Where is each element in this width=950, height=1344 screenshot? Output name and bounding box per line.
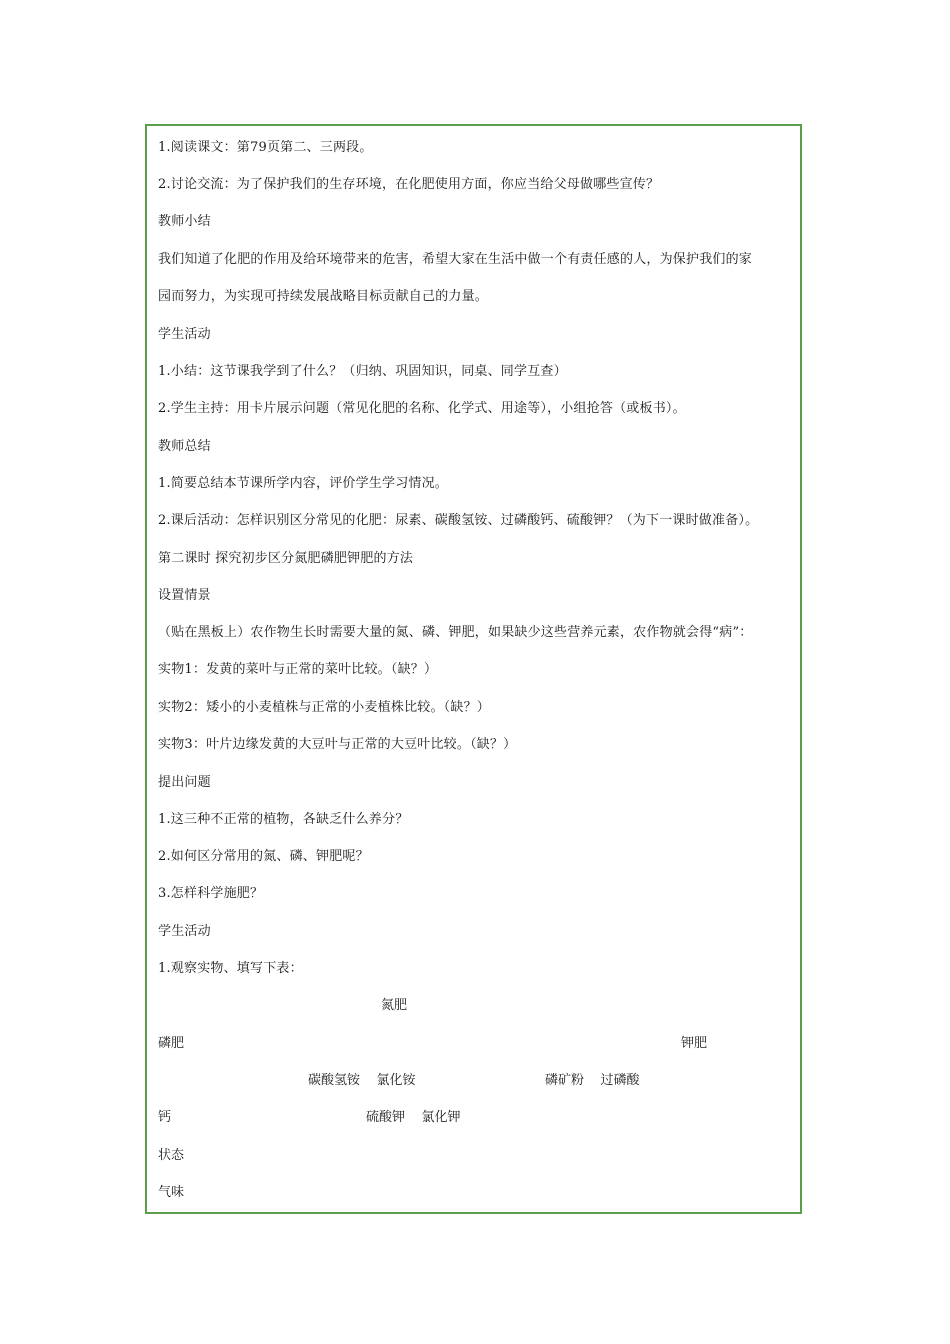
text-line: 1.简要总结本节课所学内容，评价学生学习情况。 [158, 476, 449, 491]
calcium-tail: 钙 [158, 1110, 172, 1125]
text-line: 3.怎样科学施肥？ [158, 886, 264, 901]
text-line: 2.课后活动：怎样识别区分常见的化肥：尿素、碳酸氢铵、过磷酸钙、硫酸钾？（为下一课时做准备）。 [158, 513, 759, 528]
text-line: 我们知道了化肥的作用及给环境带来的危害，希望大家在生活中做一个有责任感的人，为保护我们的家 [158, 252, 753, 267]
section-heading: 学生活动 [158, 327, 211, 342]
lesson-title: 第二课时 探究初步区分氮肥磷肥钾肥的方法 [158, 551, 414, 566]
text-line: （贴在黑板上）农作物生长时需要大量的氮、磷、钾肥，如果缺少这些营养元素，农作物就会得“病”： [158, 625, 753, 640]
text-line: 1.小结：这节课我学到了什么？（归纳、巩固知识，同桌、同学互查） [158, 364, 567, 379]
row-label-state: 状态 [158, 1148, 185, 1163]
potassium-fertilizer-label: 钾肥 [681, 1036, 708, 1051]
row-label-smell: 气味 [158, 1185, 185, 1200]
text-line: 2.如何区分常用的氮、磷、钾肥呢？ [158, 849, 369, 864]
text-line: 1.这三种不正常的植物，各缺乏什么养分？ [158, 812, 409, 827]
nitrogen-fertilizer-label: 氮肥 [381, 998, 408, 1013]
text-line: 园而努力，为实现可持续发展战略目标贡献自己的力量。 [158, 289, 489, 304]
text-line: 实物1：发黄的菜叶与正常的菜叶比较。（缺？） [158, 662, 438, 677]
text-line: 1.阅读课文：第79页第二、三两段。 [158, 140, 373, 155]
potassium-items: 硫酸钾 氯化钾 [366, 1110, 461, 1125]
text-line: 实物2：矮小的小麦植株与正常的小麦植株比较。（缺？） [158, 700, 490, 715]
section-heading: 提出问题 [158, 775, 211, 790]
phosphorus-fertilizer-label: 磷肥 [158, 1036, 185, 1051]
text-line: 实物3：叶片边缘发黄的大豆叶与正常的大豆叶比较。（缺？） [158, 737, 517, 752]
section-heading: 设置情景 [158, 588, 211, 603]
text-line: 2.学生主持：用卡片展示问题（常见化肥的名称、化学式、用途等），小组抢答（或板书）。 [158, 401, 686, 416]
text-line: 2.讨论交流：为了保护我们的生存环境，在化肥使用方面，你应当给父母做哪些宣传？ [158, 177, 660, 192]
section-heading: 教师总结 [158, 439, 211, 454]
nitrogen-items: 碳酸氢铵 氯化铵 [308, 1073, 416, 1088]
section-heading: 学生活动 [158, 924, 211, 939]
phosphorus-items: 磷矿粉 过磷酸 [545, 1073, 640, 1088]
text-line: 1.观察实物、填写下表： [158, 961, 303, 976]
section-heading: 教师小结 [158, 214, 211, 229]
